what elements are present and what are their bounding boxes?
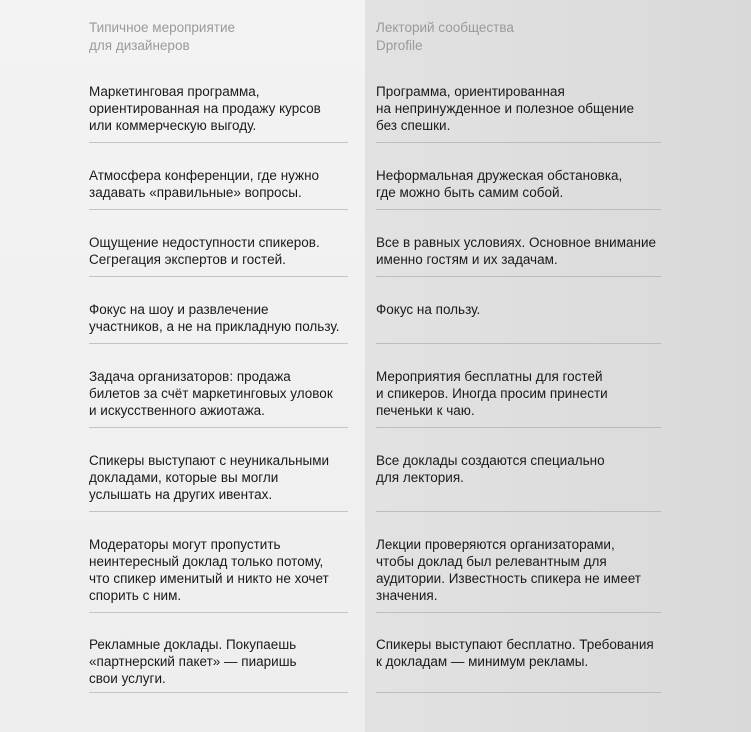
- left-row-1: Маркетинговая программа, ориентированная на продажу курсов или коммерческую выгоду.: [89, 84, 321, 133]
- right-row-5: Мероприятия бесплатны для гостей и спикеров. Иногда просим принести печеньки к чаю.: [376, 369, 608, 418]
- left-row-8: Рекламные доклады. Покупаешь «партнерский пакет» — пиаришь свои услуги.: [89, 637, 297, 686]
- left-row-4: Фокус на шоу и развлечение участников, а не на прикладную пользу.: [89, 302, 340, 334]
- divider: [376, 511, 661, 512]
- right-row-1: Программа, ориентированная на непринужденное и полезное общение без спешки.: [376, 84, 635, 133]
- divider: [376, 612, 661, 613]
- left-row-7: Модераторы могут пропустить неинтересный доклад только потому, что спикер именитый и никто не хочет спорить с ним.: [89, 537, 329, 603]
- right-row-4: Фокус на пользу.: [376, 302, 481, 317]
- divider: [376, 209, 661, 210]
- divider: [376, 692, 661, 693]
- right-row-2: Неформальная дружеская обстановка, где можно быть самим собой.: [376, 168, 623, 200]
- divider: [376, 427, 661, 428]
- divider: [89, 511, 348, 512]
- right-row-7: Лекции проверяются организаторами, чтобы доклад был релевантным для аудитории. Известность спикера не имеет значения.: [376, 537, 641, 603]
- right-row-6: Все доклады создаются специально для лектория.: [376, 453, 605, 485]
- left-row-2: Атмосфера конференции, где нужно задавать «правильные» вопросы.: [89, 168, 320, 200]
- divider: [376, 343, 661, 344]
- divider: [89, 209, 348, 210]
- divider: [89, 612, 348, 613]
- right-row-8: Спикеры выступают бесплатно. Требования к докладам — минимум рекламы.: [376, 637, 654, 669]
- divider: [89, 142, 348, 143]
- divider: [89, 343, 348, 344]
- column-typical-event: [0, 0, 365, 732]
- column-dprofile: [365, 0, 751, 732]
- divider: [376, 142, 661, 143]
- column-header-typical: Типичное мероприятие для дизайнеров: [89, 20, 236, 53]
- divider: [89, 427, 348, 428]
- left-row-3: Ощущение недоступности спикеров. Сегрегация экспертов и гостей.: [89, 235, 320, 267]
- column-header-dprofile: Лекторий сообщества Dprofile: [376, 20, 514, 53]
- divider: [376, 276, 661, 277]
- divider: [89, 276, 348, 277]
- left-row-6: Спикеры выступают с неуникальными докладами, которые вы могли услышать на других ивентах.: [89, 453, 330, 502]
- divider: [89, 692, 348, 693]
- right-row-3: Все в равных условиях. Основное внимание именно гостям и их задачам.: [376, 235, 657, 267]
- left-row-5: Задача организаторов: продажа билетов за счёт маркетинговых уловок и искусственного ажиотажа.: [89, 369, 333, 418]
